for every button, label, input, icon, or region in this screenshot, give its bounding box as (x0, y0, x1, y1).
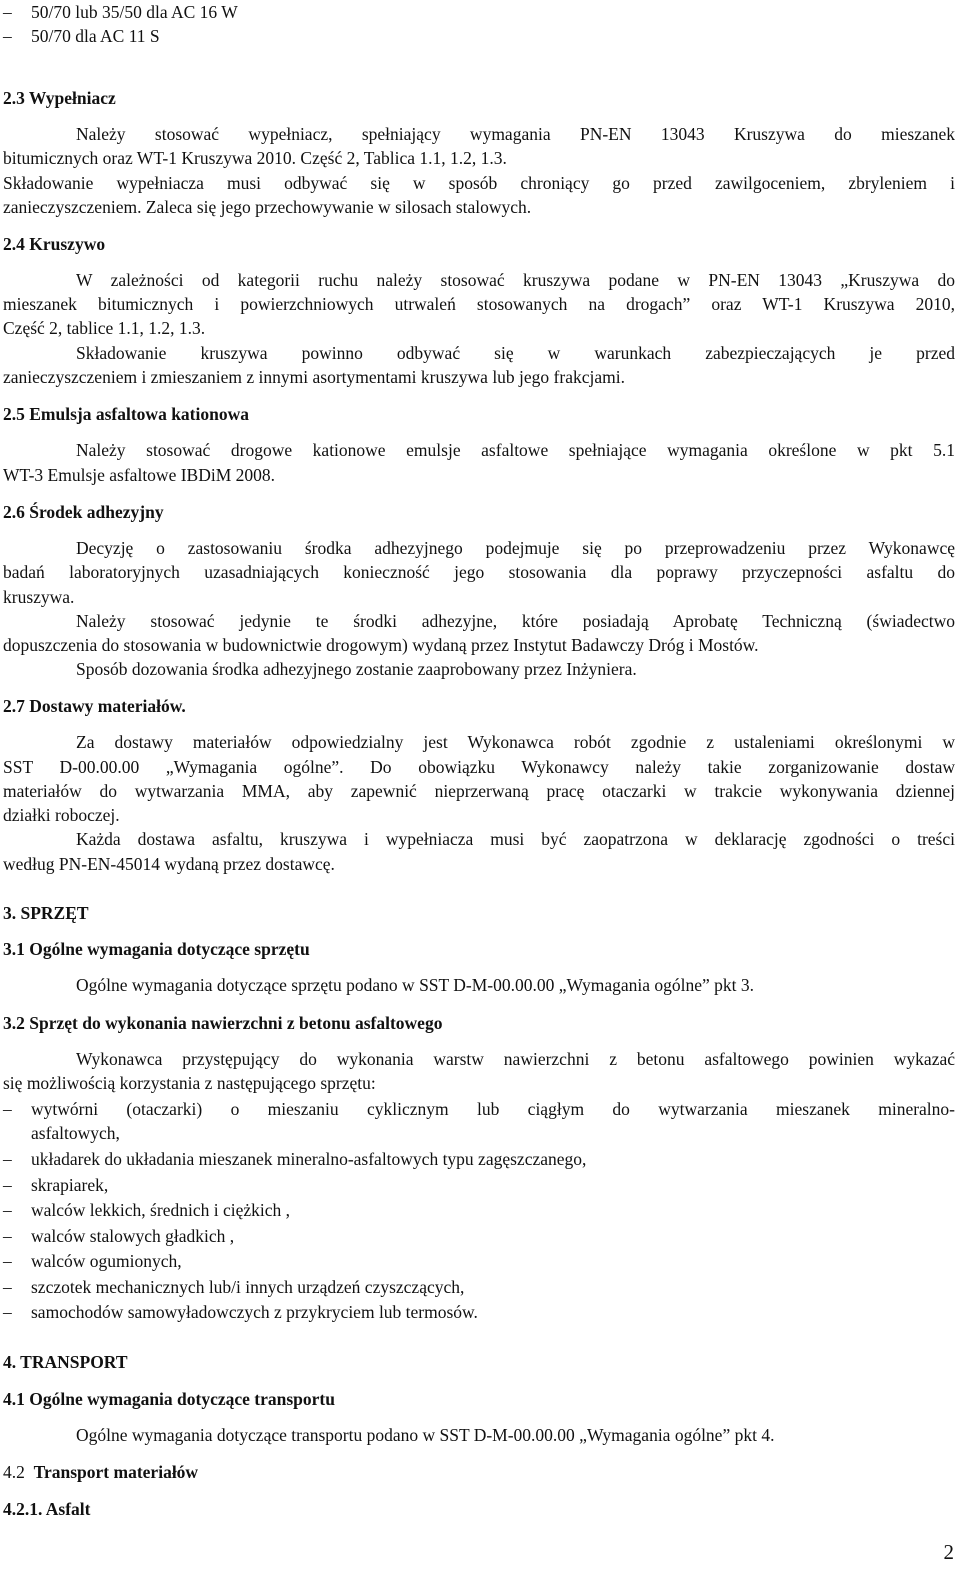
page-number: 2 (943, 1540, 954, 1564)
paragraph-line: Ogólne wymagania dotyczące sprzętu podano w SST D-M-00.00.00 „Wymagania ogólne” pkt 3. (76, 975, 755, 995)
section-heading-2-5: 2.5 Emulsja asfaltowa kationowa (3, 404, 249, 424)
paragraph-line: Składowanie kruszywa powinno odbywać się w warunkach zabezpieczających je przed (76, 343, 955, 363)
section-title: Transport materiałów (33, 1462, 199, 1482)
paragraph-line: działki roboczej. (3, 805, 120, 825)
section-heading-3-2: 3.2 Sprzęt do wykonania nawierzchni z betonu asfaltowego (3, 1013, 443, 1033)
paragraph-line: Należy stosować drogowe kationowe emulsje asfaltowe spełniające wymagania określone w pkt 5.1 (76, 440, 955, 460)
paragraph-line: się możliwością korzystania z następującego sprzętu: (3, 1073, 376, 1093)
paragraph-line: mieszanek bitumicznych i powierzchniowych utrwaleń stosowanych na drogach” oraz WT-1 Kruszywa 2010, (3, 294, 955, 314)
section-heading-3: 3. SPRZĘT (3, 903, 89, 923)
paragraph-line: W zależności od kategorii ruchu należy stosować kruszywa podane w PN-EN 13043 „Kruszywa do (76, 270, 955, 290)
paragraph-line: Sposób dozowania środka adhezyjnego zostanie zaaprobowany przez Inżyniera. (76, 659, 637, 679)
paragraph-line: Decyzję o zastosowaniu środka adhezyjnego podejmuje się po przeprowadzeniu przez Wykonawcę (76, 538, 955, 558)
paragraph-line: Składowanie wypełniacza musi odbywać się w sposób chroniący go przed zawilgoceniem, zbryleniem i (3, 173, 955, 193)
paragraph-line: materiałów do wytwarzania MMA, aby zapewnić nieprzerwaną pracę otaczarki w trakcie wykonywania dziennej (3, 781, 955, 801)
section-heading-4-1: 4.1 Ogólne wymagania dotyczące transportu (3, 1389, 335, 1409)
paragraph-line: bitumicznych oraz WT-1 Kruszywa 2010. Część 2, Tablica 1.1, 1.2, 1.3. (3, 148, 507, 168)
paragraph-line: zanieczyszczeniem. Zaleca się jego przechowywanie w silosach stalowych. (3, 197, 532, 217)
section-heading-4: 4. TRANSPORT (3, 1352, 128, 1372)
section-number: 4.2 (3, 1462, 25, 1482)
section-heading-2-4: 2.4 Kruszywo (3, 234, 106, 254)
section-heading-2-6: 2.6 Środek adhezyjny (3, 502, 164, 522)
paragraph-line: WT-3 Emulsje asfaltowe IBDiM 2008. (3, 465, 276, 485)
paragraph-line: Należy stosować jedynie te środki adhezyjne, które posiadają Aprobatę Techniczną (świadectwo (76, 611, 955, 631)
equipment-item: wytwórni (otaczarki) o mieszaniu cyklicznym lub ciągłym do wytwarzania mieszanek mineralno- (31, 1099, 955, 1119)
paragraph-line: dopuszczenia do stosowania w budownictwie drogowym) wydaną przez Instytut Badawczy Dróg i Mostów. (3, 635, 759, 655)
section-heading-4-2 (3, 1460, 955, 1484)
section-heading-4-2-1: 4.2.1. Asfalt (3, 1499, 91, 1519)
paragraph-line: kruszywa. (3, 587, 75, 607)
paragraph-line: zanieczyszczeniem i zmieszaniem z innymi asortymentami kruszywa lub jego frakcjami. (3, 367, 625, 387)
list-dash: – (3, 1099, 12, 1119)
paragraph-line: Za dostawy materiałów odpowiedzialny jest Wykonawca robót zgodnie z ustaleniami określonymi w (76, 732, 955, 752)
paragraph-line: Ogólne wymagania dotyczące transportu podano w SST D-M-00.00.00 „Wymagania ogólne” pkt 4. (76, 1425, 775, 1445)
section-heading-2-7: 2.7 Dostawy materiałów. (3, 696, 186, 716)
section-heading-3-1: 3.1 Ogólne wymagania dotyczące sprzętu (3, 939, 310, 959)
paragraph-line: SST D-00.00.00 „Wymagania ogólne”. Do obowiązku Wykonawcy należy takie zorganizowanie dostaw (3, 757, 955, 777)
paragraph-line: badań laboratoryjnych uzasadniających konieczność jego stosowania dla poprawy przyczepności asfaltu do (3, 562, 955, 582)
paragraph-line: Część 2, tablice 1.1, 1.2, 1.3. (3, 318, 206, 338)
equipment-item-continued: asfaltowych, (31, 1123, 120, 1143)
paragraph-line: według PN-EN-45014 wydaną przez dostawcę. (3, 854, 335, 874)
paragraph-line: Należy stosować wypełniacz, spełniający wymagania PN-EN 13043 Kruszywa do mieszanek (76, 124, 955, 144)
paragraph-line: Wykonawca przystępujący do wykonania warstw nawierzchni z betonu asfaltowego powinien wykazać (76, 1049, 955, 1069)
section-heading-2-3: 2.3 Wypełniacz (3, 88, 116, 108)
paragraph-line: Każda dostawa asfaltu, kruszywa i wypełniacza musi być zaopatrzona w deklarację zgodności o treści (76, 829, 955, 849)
